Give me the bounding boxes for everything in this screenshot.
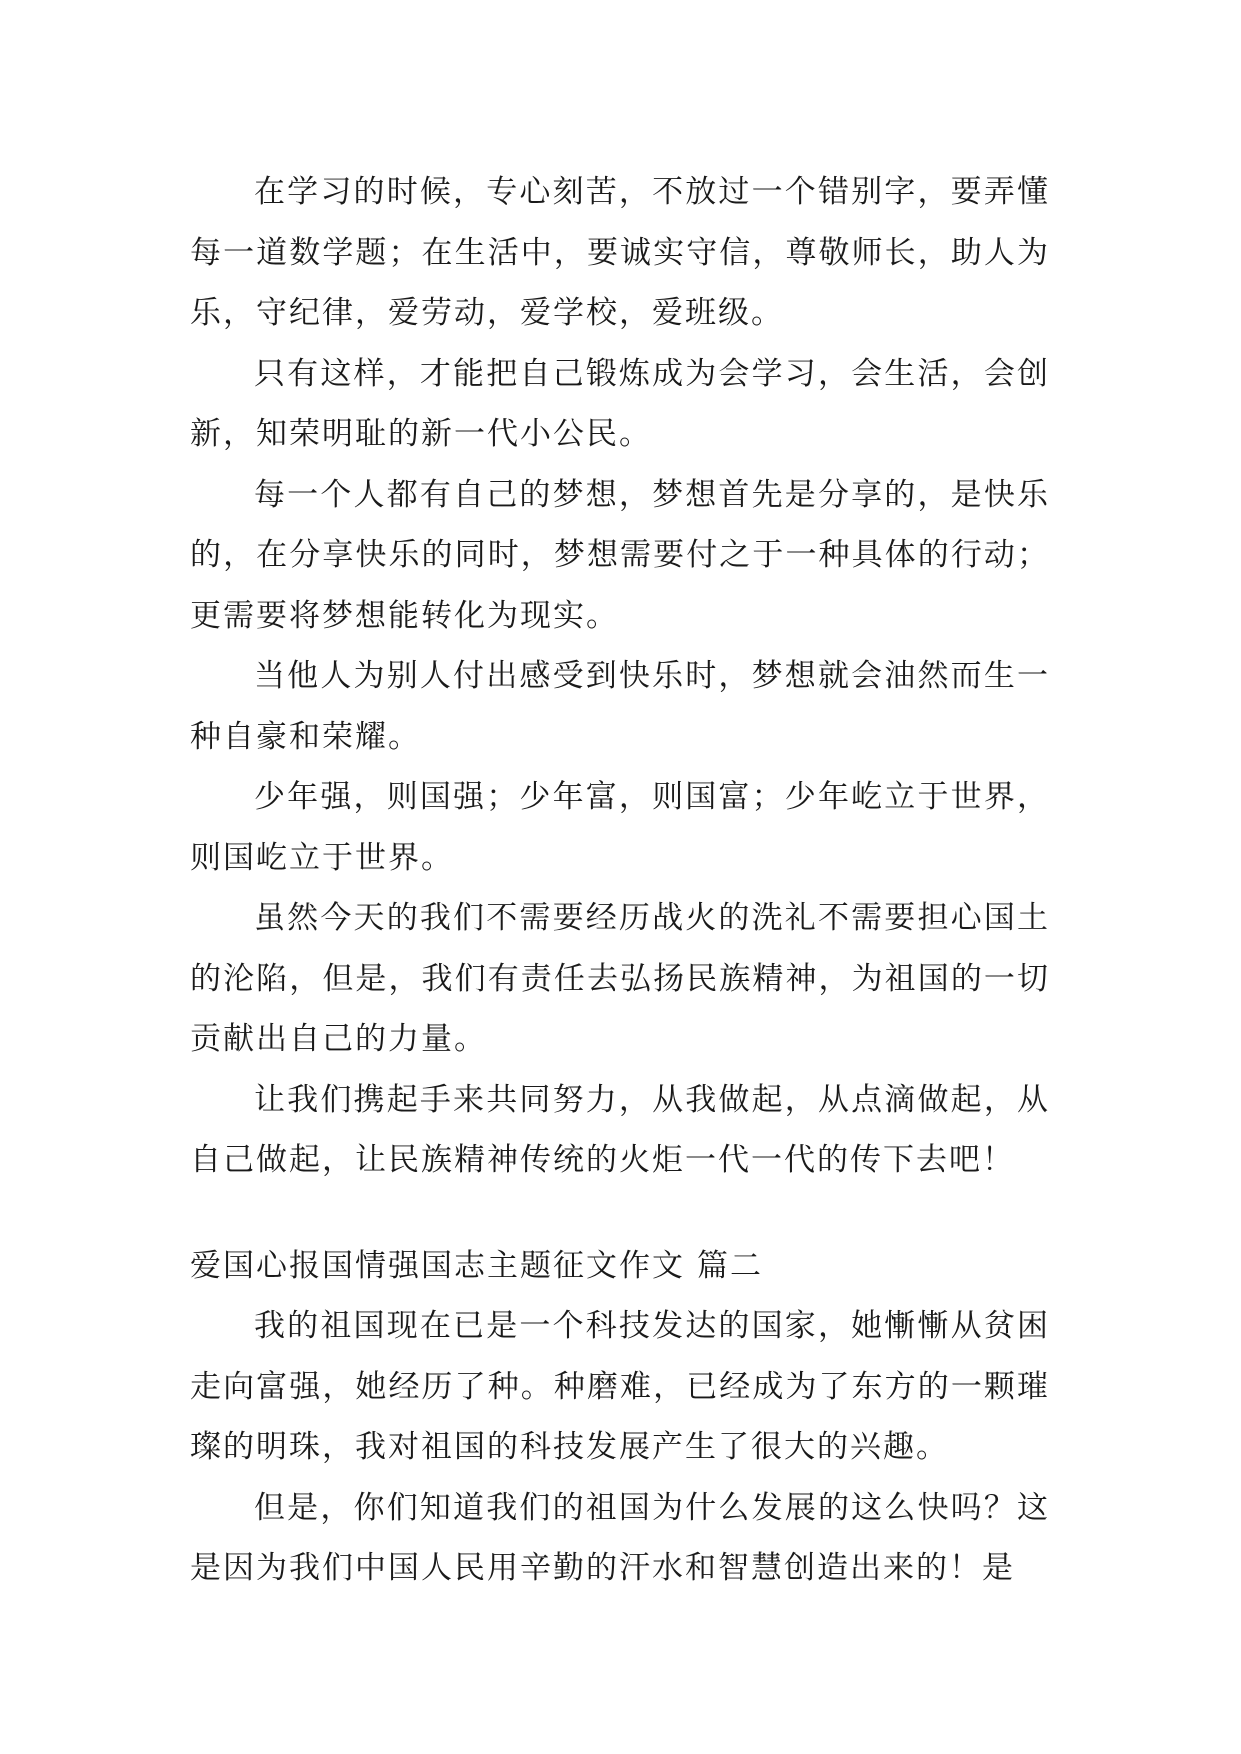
section-heading	[190, 1236, 1050, 1297]
paragraph: 少年强，则国强；少年富，则国富；少年屹立于世界，则国屹立于世界。	[190, 779, 1050, 876]
paragraph: 我的祖国现在已是一个科技发达的国家，她慚慚从贫困走向富强，她经历了种。种磨难，已经成为了东方的一颗璀璨的明珠，我对祖国的科技发展产生了很大的兴趣。	[190, 1308, 1050, 1465]
paragraph: 虽然今天的我们不需要经历战火的洗礼不需要担心国土的沦陷，但是，我们有责任去弘扬民族精神，为祖国的一切贡献出自己的力量。	[190, 900, 1050, 1057]
paragraph: 每一个人都有自己的梦想，梦想首先是分享的，是快乐的，在分享快乐的同时，梦想需要付之于一种具体的行动；更需要将梦想能转化为现实。	[190, 476, 1050, 634]
section-title: 爱国心报国情强国志主题征文作文	[190, 1247, 685, 1284]
section-tag: 篇二	[697, 1247, 763, 1284]
document-body	[190, 162, 1050, 1599]
paragraph: 但是，你们知道我们的祖国为什么发展的这么快吗？这是因为我们中国人民用辛勤的汗水和智慧创造出来的！是	[190, 1489, 1050, 1586]
paragraph: 当他人为别人付出感受到快乐时，梦想就会油然而生一种自豪和荣耀。	[190, 658, 1050, 755]
paragraph: 让我们携起手来共同努力，从我做起，从点滴做起，从自己做起，让民族精神传统的火炬一代一代的传下去吧！	[190, 1081, 1050, 1178]
paragraph: 在学习的时候，专心刻苦，不放过一个错别字，要弄懂每一道数学题；在生活中，要诚实守信，尊敬师长，助人为乐，守纪律，爱劳动，爱学校，爱班级。	[190, 174, 1050, 331]
paragraph: 只有这样，才能把自己锻炼成为会学习，会生活，会创新，知荣明耻的新一代小公民。	[190, 355, 1050, 452]
